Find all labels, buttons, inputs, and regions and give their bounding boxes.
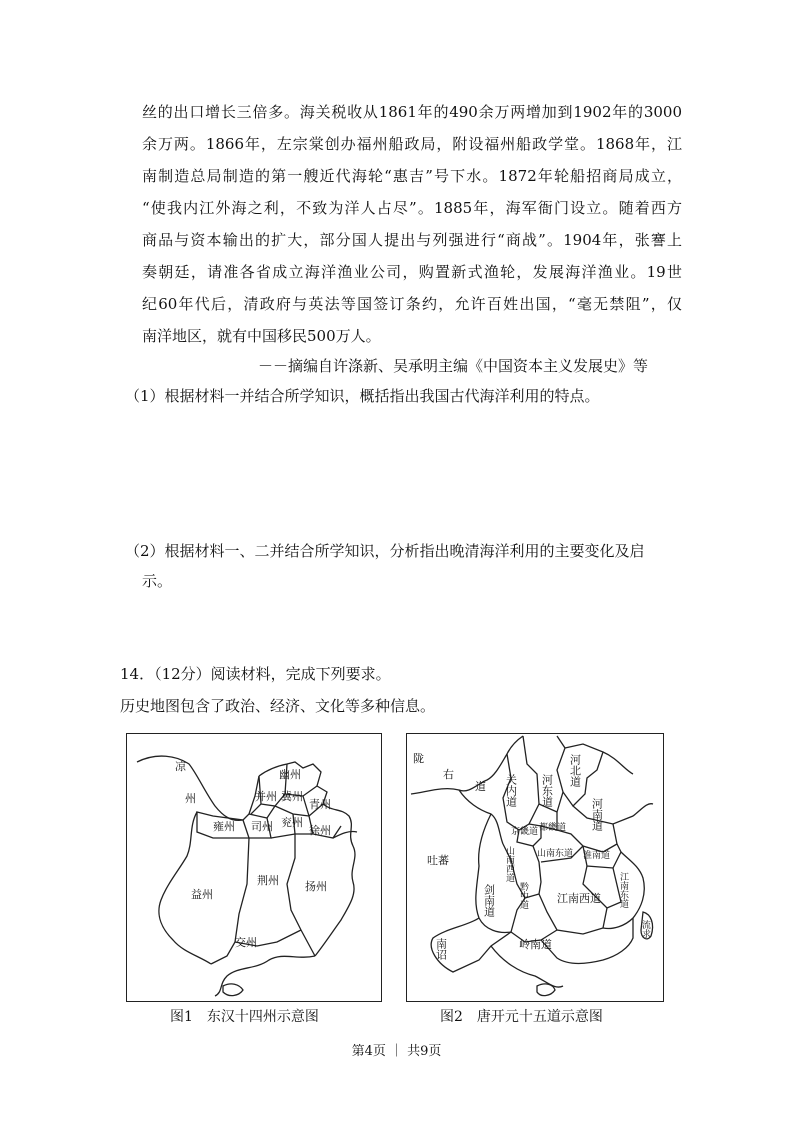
map2-label-long: 陇 <box>413 752 424 765</box>
material-line-8: 南洋地区，就有中国移民500万人。 <box>142 327 381 345</box>
map2-label-duji: 都畿道 <box>539 823 567 833</box>
map1-label-yan: 兖州 <box>281 816 303 829</box>
map1-label-liang-zhou: 州 <box>185 792 196 805</box>
material-line-7: 纪60年代后，清政府与英法等国签订条约，允许百姓出国，“毫无禁阻”，仅 <box>142 295 682 313</box>
material-source: －－摘编自许涤新、吴承明主编《中国资本主义发展史》等 <box>258 357 649 375</box>
map1-label-si: 司州 <box>251 820 273 833</box>
q14-intro: 历史地图包含了政治、经济、文化等多种信息。 <box>120 697 436 715</box>
material-line-6: 奏朝廷，请准各省成立海洋渔业公司，购置新式渔轮，发展海洋渔业。19世 <box>142 263 682 281</box>
question-1: （1）根据材料一并结合所学知识，概括指出我国古代海洋利用的特点。 <box>125 387 600 405</box>
material-line-1: 丝的出口增长三倍多。海关税收从1861年的490余万两增加到1902年的3000 <box>142 103 682 121</box>
map2-label-henan: 河南道 <box>590 798 604 831</box>
map1-label-yong: 雍州 <box>213 820 235 833</box>
material-line-3: 南制造总局制造的第一艘近代海轮“惠吉”号下水。1872年轮船招商局成立， <box>142 167 682 185</box>
map2-label-liuqiu: 流求 <box>640 920 650 938</box>
map1-label-jing: 荆州 <box>257 874 279 887</box>
map-tang-kaiyuan-drawing <box>407 734 663 1001</box>
question-2-line-2: 示。 <box>142 572 173 590</box>
page-footer: 第4页 ｜ 共9页 <box>351 1044 442 1059</box>
map-eastern-han-drawing <box>127 734 381 1001</box>
map-tang-kaiyuan <box>406 733 664 1002</box>
map1-label-yi: 益州 <box>191 888 213 901</box>
map2-caption: 图2 唐开元十五道示意图 <box>440 1009 603 1025</box>
map1-label-yang: 扬州 <box>305 880 327 893</box>
map1-label-you: 幽州 <box>279 768 301 781</box>
map2-label-dao-longyou: 道 <box>475 780 486 793</box>
material-line-4: “使我内江外海之利，不致为洋人占尽”。1885年，海军衙门设立。随着西方 <box>142 199 682 217</box>
map1-label-jiao: 交州 <box>235 936 257 949</box>
map2-label-tubo: 吐蕃 <box>427 854 449 867</box>
map2-label-jingji: 京畿道 <box>511 827 539 837</box>
map1-label-ji: 冀州 <box>281 790 303 803</box>
map1-label-bing: 并州 <box>255 790 277 803</box>
map2-label-lingnan: 岭南道 <box>519 938 552 951</box>
map2-label-qianzhong: 黔中道 <box>518 882 528 909</box>
map1-label-xu: 徐州 <box>309 824 331 837</box>
map2-label-hebei: 河北道 <box>568 754 582 787</box>
map2-label-shannanxi: 山南西道 <box>504 846 514 882</box>
map2-label-jiannan: 剑南道 <box>482 884 496 917</box>
material-line-5: 商品与资本输出的扩大，部分国人提出与列强进行“商战”。1904年，张謇上 <box>142 231 682 249</box>
material-line-2: 余万两。1866年，左宗棠创办福州船政局，附设福州船政学堂。1868年，江 <box>142 135 682 153</box>
q14-heading: 14．（12分）阅读材料，完成下列要求。 <box>120 665 391 683</box>
map2-label-huainan: 淮南道 <box>583 851 611 861</box>
map2-label-hedong: 河东道 <box>540 774 554 807</box>
map2-label-jiangnanxi: 江南西道 <box>557 892 601 905</box>
question-2-line-1: （2）根据材料一、二并结合所学知识，分析指出晚清海洋利用的主要变化及启 <box>125 542 645 560</box>
map2-label-guannei: 关内道 <box>504 774 518 807</box>
map2-label-shannandong: 山南东道 <box>537 849 574 859</box>
map-eastern-han <box>126 733 382 1002</box>
map1-label-liang: 凉 <box>175 760 186 773</box>
map1-label-qing: 青州 <box>309 798 331 811</box>
map1-caption: 图1 东汉十四州示意图 <box>170 1009 319 1025</box>
map2-label-jiangnandong: 江南东道 <box>618 872 628 908</box>
map2-label-you: 右 <box>443 768 454 781</box>
map2-label-nanzhao: 南诏 <box>434 938 448 960</box>
